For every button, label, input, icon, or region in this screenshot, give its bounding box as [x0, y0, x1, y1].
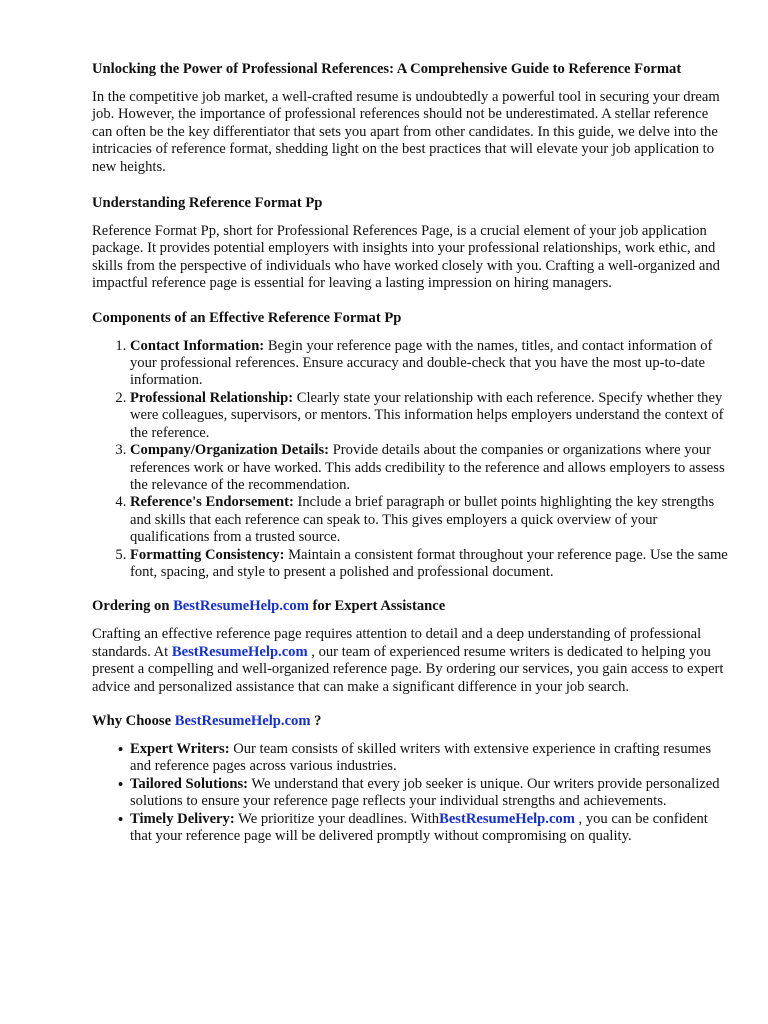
- item-text: Begin your reference page with the names, titles, and contact information of your professional references. Ensure accuracy and double-check that you have the most up-to-date information.: [130, 337, 713, 389]
- why-choose-list: [92, 741, 732, 845]
- item-text: Clearly state your relationship with each reference. Specify whether they were colleagues, supervisors, or mentors. This information helps employers understand the context of the reference.: [130, 389, 724, 441]
- heading-why-prefix: Why Choose: [92, 712, 175, 729]
- item-text: Our team consists of skilled writers with extensive experience in crafting resumes and reference pages across various industries.: [130, 740, 712, 775]
- item-lead: Company/Organization Details:: [130, 442, 330, 459]
- item-lead: Expert Writers:: [130, 740, 230, 757]
- ordering-text-suffix: , our team of experienced resume writers is dedicated to helping you present a compelling and well-organized reference page. By ordering our services, you gain access to expert advice and personalized assistance that can make a significant difference in your job search.: [92, 643, 724, 695]
- bestresumehelp-link[interactable]: BestResumeHelp.com: [439, 810, 575, 827]
- list-item: [130, 442, 732, 494]
- heading-ordering-suffix: for Expert Assistance: [308, 598, 446, 615]
- item-lead: Contact Information:: [130, 337, 265, 354]
- list-item: [118, 775, 732, 811]
- bullet-icon: •: [118, 811, 124, 828]
- item-lead: Reference's Endorsement:: [130, 494, 294, 511]
- list-item: [130, 547, 732, 582]
- item-lead: Formatting Consistency:: [130, 546, 285, 563]
- list-item: [130, 338, 732, 390]
- understanding-paragraph: Reference Format Pp, short for Professional References Page, is a crucial element of your job application package. It provides potential employers with insights into your professional relationships, work ethic, and skills from the perspective of individuals who have worked closely with you. Crafting a well-organized and impactful reference page is essential for leaving a lasting impression on hiring managers.: [92, 223, 720, 292]
- list-item: [118, 740, 732, 776]
- bestresumehelp-link[interactable]: BestResumeHelp.com: [173, 598, 309, 615]
- ordering-text-prefix: Crafting an effective reference page requires attention to detail and a deep understanding of professional standards. At: [92, 626, 702, 660]
- document-content: [92, 60, 732, 845]
- item-lead: Timely Delivery:: [130, 810, 235, 827]
- ordering-paragraph: [92, 626, 732, 696]
- item-text: Provide details about the companies or organizations where your references work or have worked. This adds credibility to the reference and allows employers to assess the relevance of the recommendation.: [130, 442, 725, 493]
- components-list: [92, 338, 732, 582]
- bullet-icon: •: [118, 776, 124, 793]
- heading-ordering: [92, 597, 732, 615]
- heading-why-choose: [92, 712, 732, 730]
- item-lead: Tailored Solutions:: [130, 775, 249, 792]
- list-item: [130, 390, 732, 442]
- heading-components: Components of an Effective Reference Format Pp: [92, 309, 402, 326]
- document-title: Unlocking the Power of Professional References: A Comprehensive Guide to Reference Format: [92, 61, 682, 77]
- heading-why-suffix: ?: [310, 712, 322, 729]
- heading-ordering-prefix: Ordering on: [92, 598, 174, 615]
- item-text-suffix: , you can be confident that your reference page will be delivered promptly without compromising on quality.: [130, 810, 708, 844]
- bullet-icon: •: [118, 741, 124, 758]
- bestresumehelp-link[interactable]: BestResumeHelp.com: [174, 712, 311, 729]
- item-text: Include a brief paragraph or bullet points highlighting the key strengths and skills that each reference can speak to. This gives employers a quick overview of your qualifications from a trusted source.: [130, 494, 715, 546]
- item-lead: Professional Relationship:: [130, 389, 294, 406]
- item-text-prefix: We prioritize your deadlines. With: [234, 810, 440, 827]
- heading-understanding: Understanding Reference Format Pp: [92, 195, 323, 212]
- list-item: [118, 810, 732, 846]
- bestresumehelp-link[interactable]: BestResumeHelp.com: [171, 643, 308, 660]
- list-item: [130, 494, 732, 546]
- item-text: Maintain a consistent format throughout your reference page. Use the same font, spacing, and style to present a polished and professional document.: [130, 546, 728, 580]
- intro-paragraph: In the competitive job market, a well-crafted resume is undoubtedly a powerful tool in securing your dream job. However, the importance of professional references should not be underestimated. A stellar reference can often be the key differentiator that sets you apart from other candidates. In this guide, we delve into the intricacies of reference format, shedding light on the best practices that will elevate your job application to new heights.: [92, 89, 720, 175]
- item-text: We understand that every job seeker is unique. Our writers provide personalized solutions to ensure your reference page reflects your individual strengths and achievements.: [130, 775, 720, 810]
